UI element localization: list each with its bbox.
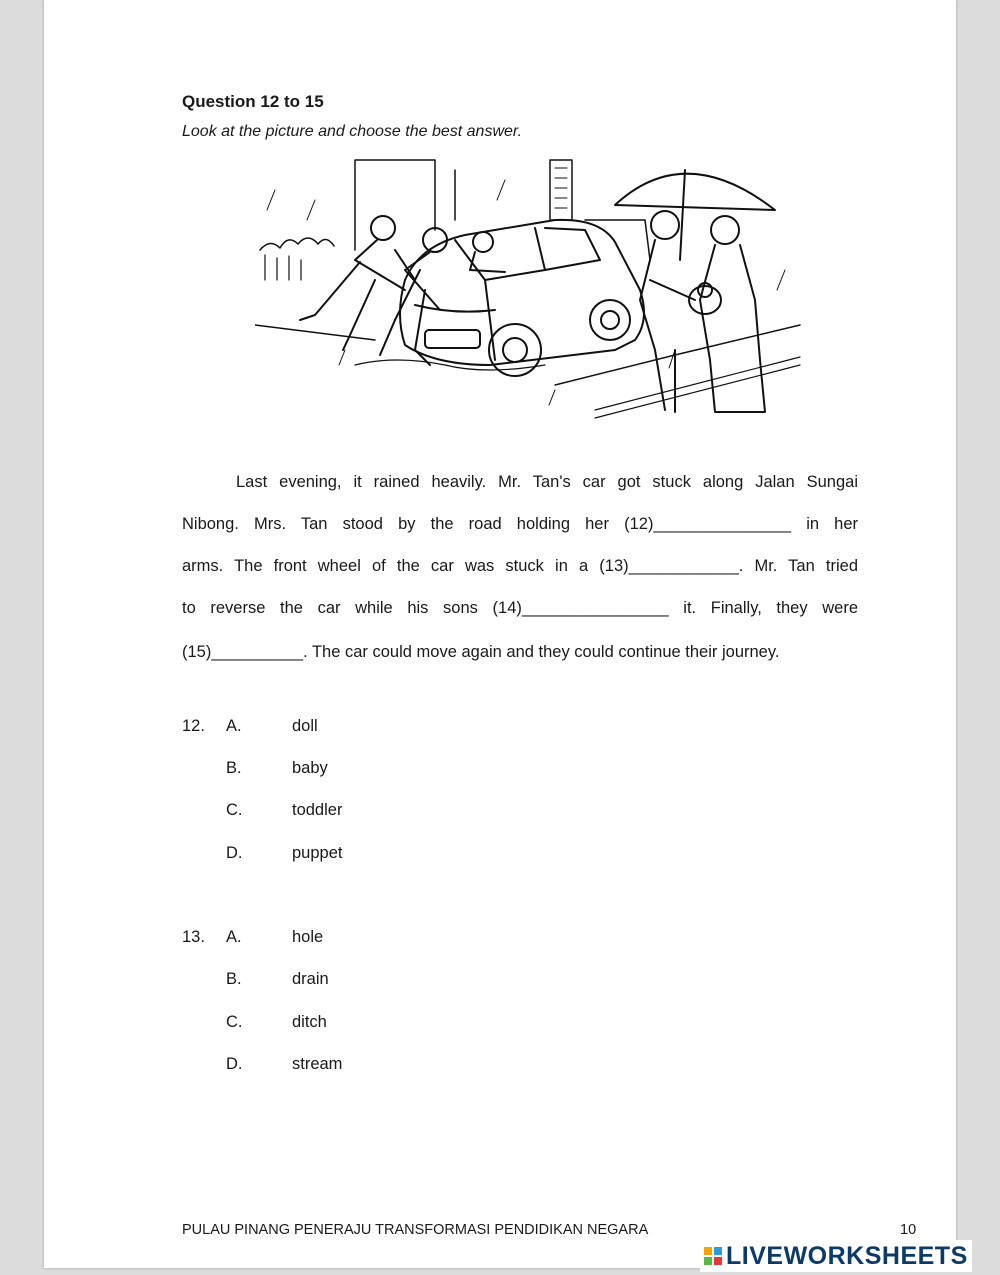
option-text: hole <box>292 928 324 946</box>
option-text: ditch <box>292 1013 327 1031</box>
passage-line-3: arms. The front wheel of the car was stuck in a (13)____________. Mr. Tan tried <box>182 557 858 575</box>
option-letter: D. <box>226 844 243 862</box>
option-letter: A. <box>226 928 242 946</box>
option-text: toddler <box>292 801 343 819</box>
option-text: stream <box>292 1055 343 1073</box>
liveworksheets-logo-icon <box>704 1247 722 1265</box>
question-12-number: 12. <box>182 717 205 735</box>
option-letter: C. <box>226 801 243 819</box>
passage-line-4: to reverse the car while his sons (14)________________ it. Finally, they were <box>182 599 858 617</box>
option-letter: B. <box>226 759 242 777</box>
option-text: drain <box>292 970 329 988</box>
question-title: Question 12 to 15 <box>182 92 324 111</box>
option-text: baby <box>292 759 328 777</box>
brand-text: LIVEWORKSHEETS <box>726 1241 968 1270</box>
option-text: puppet <box>292 844 343 862</box>
footer-text: PULAU PINANG PENERAJU TRANSFORMASI PENDIDIKAN NEGARA <box>182 1222 649 1238</box>
instruction-text: Look at the picture and choose the best answer. <box>182 123 523 140</box>
page-number: 10 <box>900 1222 917 1238</box>
option-letter: D. <box>226 1055 243 1073</box>
car-stuck-in-rain-illustration <box>255 150 805 422</box>
option-text: doll <box>292 717 318 735</box>
question-13-number: 13. <box>182 928 205 946</box>
passage-line-1: Last evening, it rained heavily. Mr. Tan's car got stuck along Jalan Sungai <box>236 473 858 491</box>
passage-line-5: (15)__________. The car could move again and they could continue their journey. <box>182 643 780 661</box>
option-letter: A. <box>226 717 242 735</box>
option-letter: C. <box>226 1013 243 1031</box>
liveworksheets-brand[interactable] <box>700 1240 972 1272</box>
option-letter: B. <box>226 970 242 988</box>
passage-line-2: Nibong. Mrs. Tan stood by the road holding her (12)_______________ in her <box>182 515 858 533</box>
